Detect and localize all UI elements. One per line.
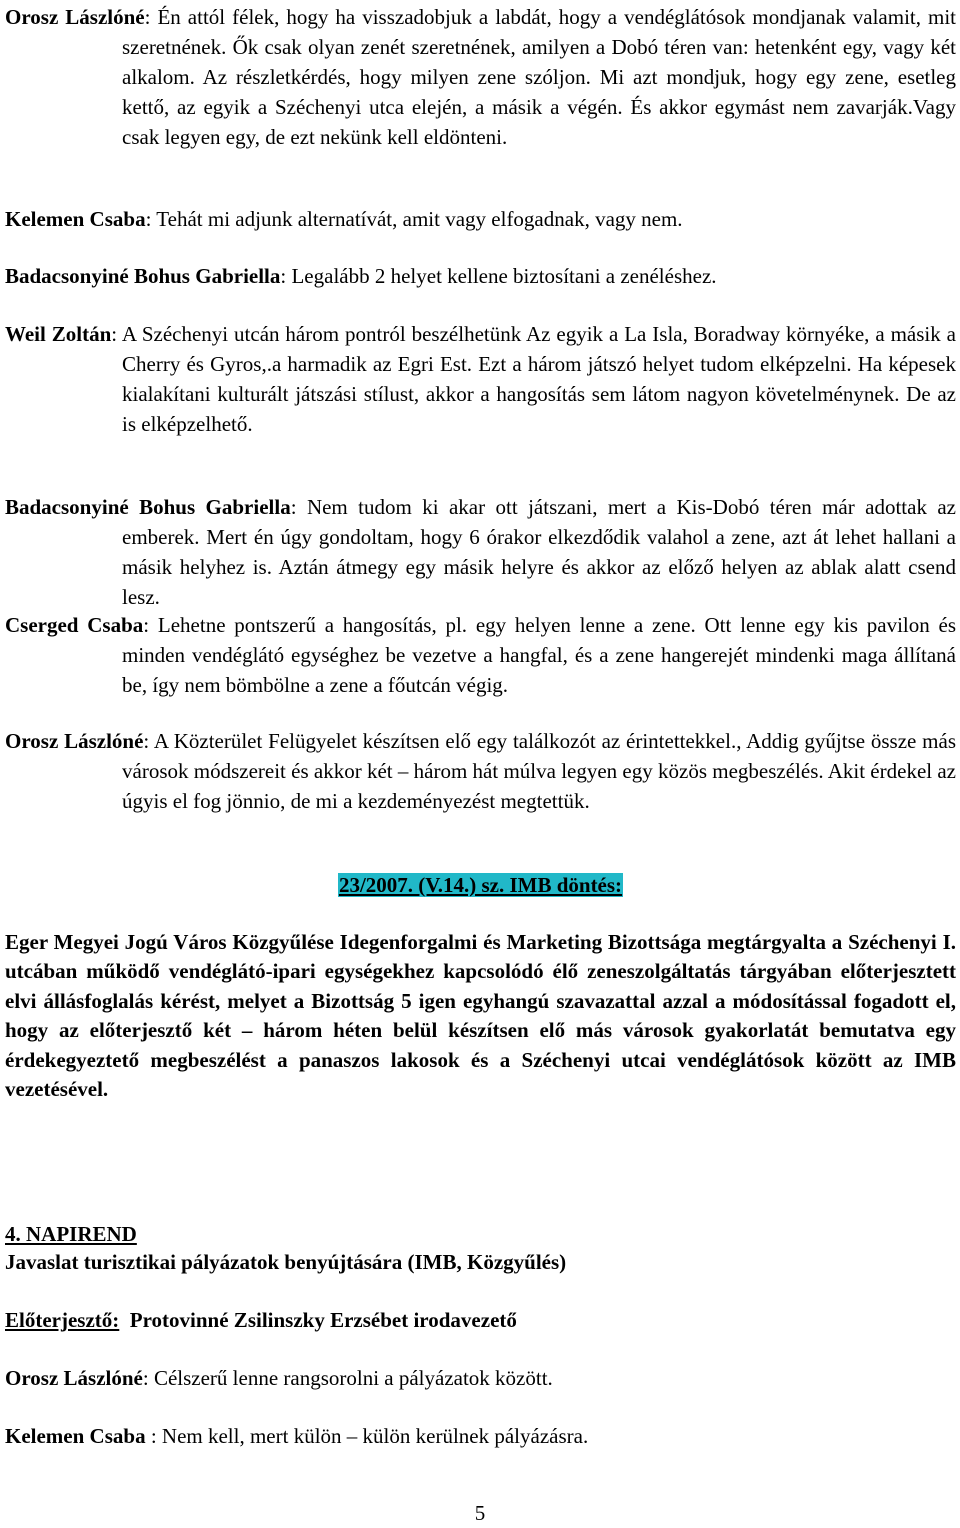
statement-paragraph	[5, 1421, 956, 1451]
speaker-name: Kelemen Csaba	[5, 1424, 146, 1448]
statement-text: : A Közterület Felügyelet készítsen elő egy találkozót az érintettekkel., Addig gyűjtse össze más városok módszereit és akkor két – három hát múlva legyen egy közös megbeszélés. Akit érdekel az úgyis el fog jönnio, de mi a kezdeményezést megtettük.	[122, 729, 956, 813]
speaker-name: Weil Zoltán	[5, 322, 112, 346]
statement-4	[5, 319, 956, 439]
decision-text: Eger Megyei Jogú Város Közgyűlése Idegenforgalmi és Marketing Bizottsága megtárgyalta a Széchenyi I. utcában működő vendéglátó-ipari egységekhez kapcsolódó élő zeneszolgáltatás tárgyában előterjesztett elvi állásfoglalás kérést, melyet a Bizottság 5 igen egyhangú szavazattal azzal a módosítással fogadott el, hogy az előterjesztő két – három héten belül készítsen elő más városok gyakorlatát bemutatva egy érdekegyeztető megbeszélést a panaszos lakosok és a Széchenyi utcai vendéglátósok között az IMB vezetésével.	[5, 930, 956, 1102]
statement-paragraph	[5, 610, 956, 700]
statement-text: : Lehetne pontszerű a hangosítás, pl. egy helyen lenne a zene. Ott lenne egy kis pavilon és minden vendéglátó egységhez be vezetve a hangfal, és a zene hangerejét mindenki maga állítaná be, így nem bömbölne a zene a főutcán végig.	[122, 613, 957, 697]
statement-5	[5, 492, 956, 612]
presenter-line	[5, 1305, 517, 1335]
statement-paragraph	[5, 492, 956, 612]
speaker-name: Orosz Lászlóné	[5, 5, 145, 29]
statement-7	[5, 726, 956, 816]
statement-1	[5, 2, 956, 152]
statement-text: : Legalább 2 helyet kellene biztosítani a zenéléshez.	[280, 264, 717, 288]
presenter-label: Előterjesztő:	[5, 1308, 120, 1332]
speaker-name: Badacsonyiné Bohus Gabriella	[5, 495, 291, 519]
statement-text: : Nem tudom ki akar ott játszani, mert a Kis-Dobó téren már adottak az emberek. Mert én úgy gondoltam, hogy 6 órakor elkezdődik valahol a zene, azt át lehet hallani a másik helyhez is. Aztán átmegy egy másik helyre és akkor az előző helyen az ablak alatt csend lesz.	[122, 495, 956, 609]
statement-paragraph	[5, 1363, 956, 1393]
statement-text: : Én attól félek, hogy ha visszadobjuk a labdát, hogy a vendéglátósok mondjanak valamit, mit szeretnének. Ők csak olyan zenét szeretnének, amilyen a Dobó téren van: hetenként egy, vagy két alkalom. Az részletkérdés, hogy milyen zene szóljon. Mi azt mondjuk, hogy egy zene, esetleg kettő, az egyik a Széchenyi utca elején, a másik a végén. És akkor egymást nem zavarják.Vagy csak legyen egy, de ezt nekünk kell eldönteni.	[122, 5, 957, 149]
statement-paragraph	[5, 204, 956, 234]
speaker-name: Badacsonyiné Bohus Gabriella	[5, 264, 281, 288]
statement-6	[5, 610, 956, 700]
statement-paragraph	[5, 261, 956, 291]
agenda-number: 4. NAPIREND	[5, 1222, 137, 1246]
agenda-title: Javaslat turisztikai pályázatok benyújtására (IMB, Közgyűlés)	[5, 1250, 567, 1274]
statement-paragraph	[5, 319, 956, 439]
speaker-name: Cserged Csaba	[5, 613, 144, 637]
decision-title: 23/2007. (V.14.) sz. IMB döntés:	[338, 873, 623, 897]
statement-paragraph	[5, 726, 956, 816]
speaker-name: Orosz Lászlóné	[5, 729, 144, 753]
decision-heading	[5, 870, 956, 900]
speaker-name: Kelemen Csaba	[5, 207, 146, 231]
statement-paragraph	[5, 2, 956, 152]
statement-text: : Célszerű lenne rangsorolni a pályázatok között.	[142, 1366, 553, 1390]
statement-9	[5, 1421, 956, 1451]
statement-2	[5, 204, 956, 234]
statement-text: : Tehát mi adjunk alternatívát, amit vagy elfogadnak, vagy nem.	[145, 207, 683, 231]
presenter-name: Protovinné Zsilinszky Erzsébet irodavezető	[119, 1308, 517, 1332]
statement-3	[5, 261, 956, 291]
statement-text: : Nem kell, mert külön – külön kerülnek pályázásra.	[145, 1424, 589, 1448]
speaker-name: Orosz Lászlóné	[5, 1366, 143, 1390]
page-number: 5	[474, 1501, 486, 1525]
statement-text: : A Széchenyi utcán három pontról beszélhetünk Az egyik a La Isla, Boradway környéke, a másik a Cherry és Gyros,.a harmadik az Egri Est. Ezt a három játszó helyet tudom elképzelni. Ha képesek kialakítani kulturált játszási stílust, akkor a hangosítás sem látom nagyon követelménynek. De az is elképzelhető.	[111, 322, 956, 436]
statement-8	[5, 1363, 956, 1393]
